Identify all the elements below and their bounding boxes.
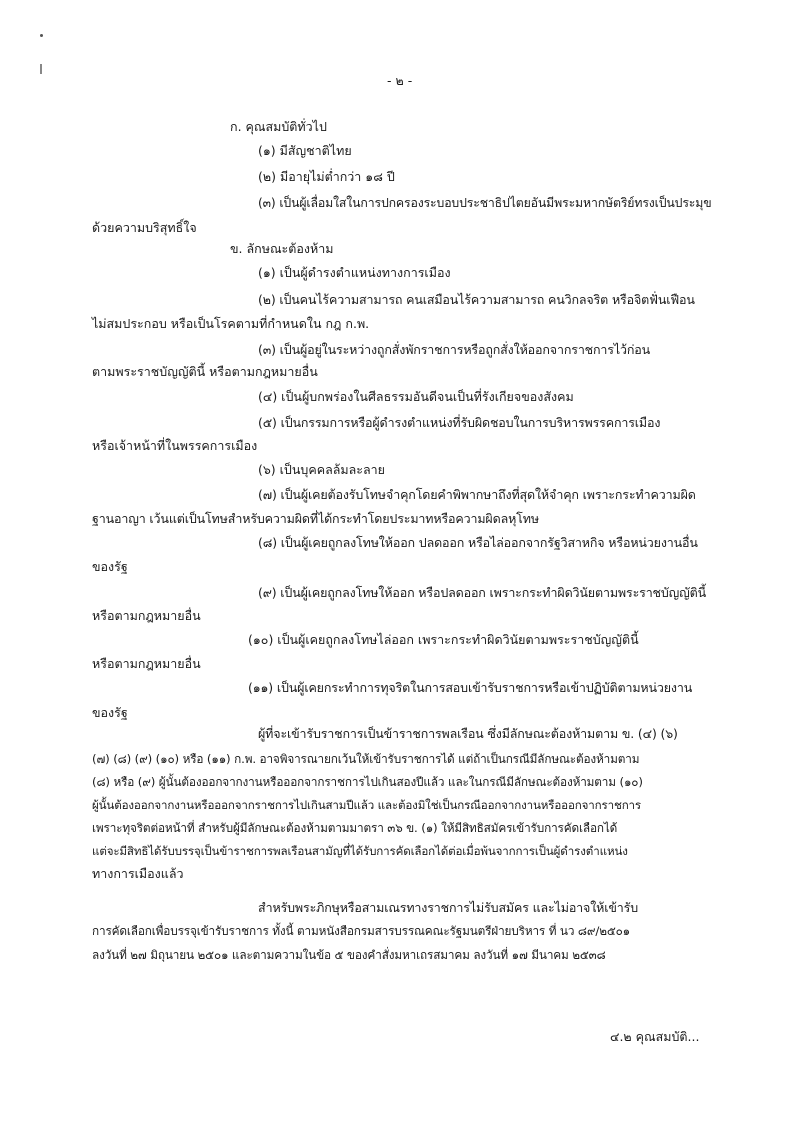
paragraph-line: สำหรับพระภิกษุหรือสามเณรทางราชการไม่รับสมัคร และไม่อาจให้เข้ารับ: [258, 900, 638, 915]
general-item: (๒) มีอายุไม่ต่ำกว่า ๑๘ ปี: [258, 169, 395, 184]
page-number: - ๒ -: [387, 73, 413, 88]
paragraph-line: เพราะทุจริตต่อหน้าที่ สำหรับผู้มีลักษณะต้องห้ามตามมาตรา ๓๖ ข. (๑) ให้มีสิทธิสมัครเข้ารับการคัดเลือกได้: [92, 821, 618, 835]
prohibited-item: (๑๑) เป็นผู้เคยกระทำการทุจริตในการสอบเข้ารับราชการหรือเข้าปฏิบัติตามหน่วยงาน: [248, 680, 693, 695]
general-qualifications-heading: ก. คุณสมบัติทั่วไป: [230, 119, 327, 134]
scan-speck: [40, 34, 43, 37]
general-item: (๓) เป็นผู้เลื่อมใสในการปกครองระบอบประชาธิปไตยอันมีพระมหากษัตริย์ทรงเป็นประมุข: [258, 195, 712, 210]
prohibited-item-continued: ของรัฐ: [92, 705, 128, 720]
paragraph-line: ทางการเมืองแล้ว: [92, 866, 184, 881]
prohibited-item: (๙) เป็นผู้เคยถูกลงโทษให้ออก หรือปลดออก เพราะกระทำผิดวินัยตามพระราชบัญญัตินี้: [258, 585, 707, 600]
prohibited-item: (๖) เป็นบุคคลล้มละลาย: [258, 462, 386, 477]
general-item: (๑) มีสัญชาติไทย: [258, 143, 352, 158]
prohibited-item-continued: ตามพระราชบัญญัตินี้ หรือตามกฎหมายอื่น: [92, 364, 318, 379]
prohibited-item: (๕) เป็นกรรมการหรือผู้ดำรงตำแหน่งที่รับผิดชอบในการบริหารพรรคการเมือง: [258, 415, 661, 430]
prohibited-item-continued: ไม่สมประกอบ หรือเป็นโรคตามที่กำหนดใน กฎ ก.พ.: [92, 316, 370, 331]
prohibited-item: (๑๐) เป็นผู้เคยถูกลงโทษไล่ออก เพราะกระทำผิดวินัยตามพระราชบัญญัตินี้: [248, 632, 639, 647]
prohibited-item-continued: ฐานอาญา เว้นแต่เป็นโทษสำหรับความผิดที่ได้กระทำโดยประมาทหรือความผิดลหุโทษ: [92, 511, 539, 526]
general-item-continued: ด้วยความบริสุทธิ์ใจ: [92, 220, 197, 235]
paragraph-line: (๘) หรือ (๙) ผู้นั้นต้องออกจากงานหรือออกจากราชการไปเกินสองปีแล้ว และในกรณีมีลักษณะต้องห้ามตาม (๑๐): [92, 775, 643, 789]
paragraph-line: การคัดเลือกเพื่อบรรจุเข้ารับราชการ ทั้งนี้ ตามหนังสือกรมสารบรรณคณะรัฐมนตรีฝ่ายบริหาร ที่ นว ๘๙/๒๕๐๑: [92, 924, 630, 938]
scan-speck: [40, 64, 42, 74]
prohibited-item: (๗) เป็นผู้เคยต้องรับโทษจำคุกโดยคำพิพากษาถึงที่สุดให้จำคุก เพราะกระทำความผิด: [258, 487, 696, 502]
prohibited-item-continued: หรือเจ้าหน้าที่ในพรรคการเมือง: [92, 438, 258, 453]
prohibited-item: (๑) เป็นผู้ดำรงตำแหน่งทางการเมือง: [258, 265, 451, 280]
prohibited-item: (๓) เป็นผู้อยู่ในระหว่างถูกสั่งพักราชการหรือถูกสั่งให้ออกจากราชการไว้ก่อน: [258, 342, 651, 357]
prohibited-item: (๒) เป็นคนไร้ความสามารถ คนเสมือนไร้ความสามารถ คนวิกลจริต หรือจิตฟั่นเฟือน: [258, 292, 695, 307]
prohibited-item: (๘) เป็นผู้เคยถูกลงโทษให้ออก ปลดออก หรือไล่ออกจากรัฐวิสาหกิจ หรือหน่วยงานอื่น: [258, 535, 698, 550]
prohibited-item-continued: หรือตามกฎหมายอื่น: [92, 656, 201, 671]
prohibited-item: (๔) เป็นผู้บกพร่องในศีลธรรมอันดีจนเป็นที่รังเกียจของสังคม: [258, 389, 574, 404]
prohibited-item-continued: ของรัฐ: [92, 559, 128, 574]
paragraph-line: ผู้นั้นต้องออกจากงานหรือออกจากราชการไปเกินสามปีแล้ว และต้องมิใช่เป็นกรณีออกจากงานหรือออกจากราชการ: [92, 798, 641, 812]
paragraph-line: ลงวันที่ ๒๗ มิถุนายน ๒๕๐๑ และตามความในข้อ ๕ ของคำสั่งมหาเถรสมาคม ลงวันที่ ๑๗ มีนาคม ๒๕๓๘: [92, 948, 606, 962]
paragraph-line: (๗) (๘) (๙) (๑๐) หรือ (๑๑) ก.พ. อาจพิจารณายกเว้นให้เข้ารับราชการได้ แต่ถ้าเป็นกรณีมีลักษณะต้องห้ามตาม: [92, 752, 640, 766]
paragraph-line: แต่จะมีสิทธิได้รับบรรจุเป็นข้าราชการพลเรือนสามัญที่ได้รับการคัดเลือกได้ต่อเมื่อพ้นจากการเป็นผู้ดำรงตำแหน่ง: [92, 844, 628, 858]
footer-continuation: ๔.๒ คุณสมบัติ...: [610, 1029, 700, 1044]
paragraph-line: ผู้ที่จะเข้ารับราชการเป็นข้าราชการพลเรือน ซึ่งมีลักษณะต้องห้ามตาม ข. (๔) (๖): [258, 726, 678, 741]
prohibited-heading: ข. ลักษณะต้องห้าม: [230, 241, 334, 256]
prohibited-item-continued: หรือตามกฎหมายอื่น: [92, 608, 201, 623]
